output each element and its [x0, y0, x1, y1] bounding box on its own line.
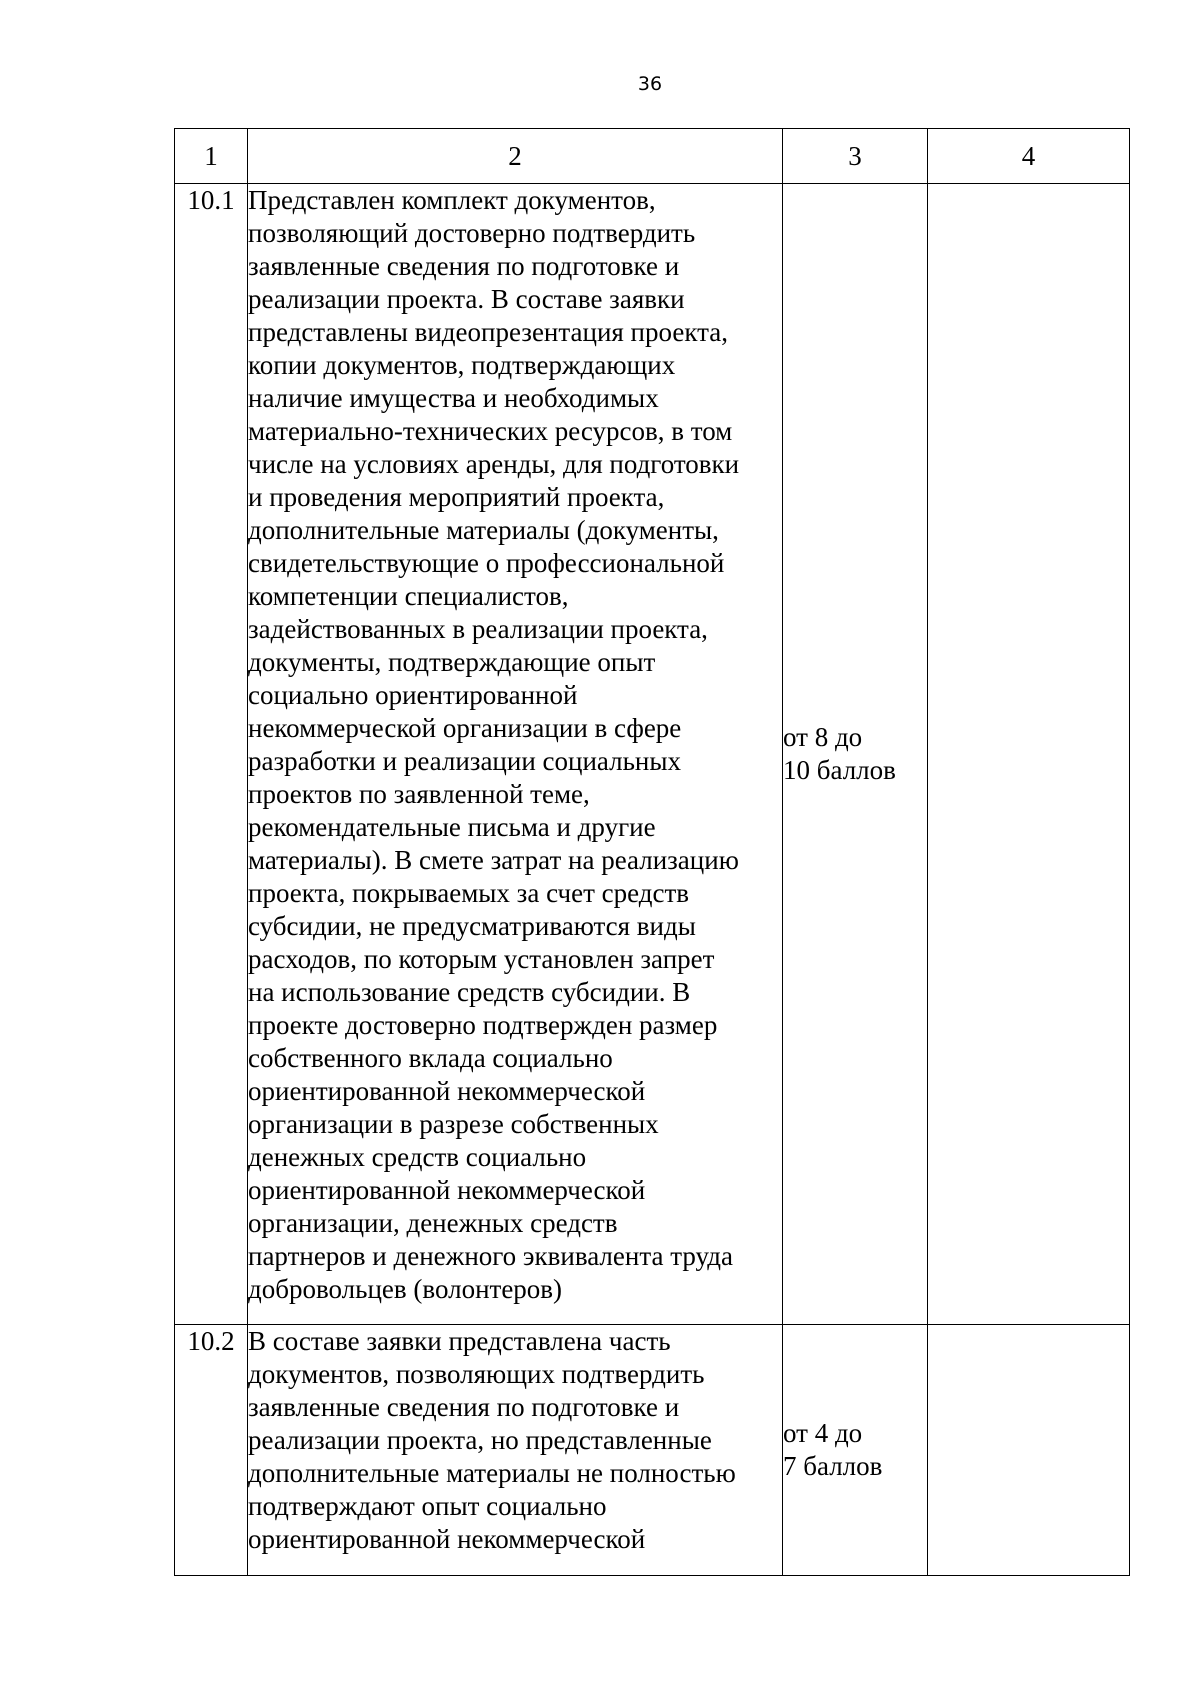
text-line: проектов по заявленной теме,	[248, 779, 590, 809]
text-line: расходов, по которым установлен запрет	[248, 944, 715, 974]
text-line: 7 баллов	[783, 1451, 883, 1481]
text-line: материалы). В смете затрат на реализацию	[248, 845, 739, 875]
column-header-2: 2	[248, 129, 783, 184]
text-line: документы, подтверждающие опыт	[248, 647, 656, 677]
text-line: от 8 до	[783, 722, 863, 752]
score-range	[783, 1325, 928, 1576]
text-line: заявленные сведения по подготовке и	[248, 1392, 680, 1422]
text-line: реализации проекта, но представленные	[248, 1425, 712, 1455]
text-line: проекте достоверно подтвержден размер	[248, 1010, 718, 1040]
text-line: В составе заявки представлена часть	[248, 1326, 671, 1356]
text-line: ориентированной некоммерческой	[248, 1175, 646, 1205]
text-line: заявленные сведения по подготовке и	[248, 251, 680, 281]
text-line: на использование средств субсидии. В	[248, 977, 691, 1007]
text-line: ориентированной некоммерческой	[248, 1524, 646, 1554]
text-line: некоммерческой организации в сфере	[248, 713, 682, 743]
page-number: 36	[637, 73, 663, 95]
row-number: 10.2	[175, 1325, 248, 1576]
text-line: от 4 до	[783, 1418, 863, 1448]
text-line: денежных средств социально	[248, 1142, 587, 1172]
text-line: и проведения мероприятий проекта,	[248, 482, 665, 512]
criteria-table	[174, 128, 1130, 1576]
text-line: организации в разрезе собственных	[248, 1109, 659, 1139]
text-line: задействованных в реализации проекта,	[248, 614, 708, 644]
text-line: представлены видеопрезентация проекта,	[248, 317, 728, 347]
empty-column-4-cell	[928, 1325, 1130, 1576]
text-line: дополнительные материалы (документы,	[248, 515, 719, 545]
text-line: позволяющий достоверно подтвердить	[248, 218, 696, 248]
text-line: разработки и реализации социальных	[248, 746, 682, 776]
text-line: Представлен комплект документов,	[248, 185, 656, 215]
text-line: организации, денежных средств	[248, 1208, 618, 1238]
text-line: копии документов, подтверждающих	[248, 350, 676, 380]
text-line: числе на условиях аренды, для подготовки	[248, 449, 740, 479]
text-line: партнеров и денежного эквивалента труда	[248, 1241, 733, 1271]
text-line: дополнительные материалы не полностью	[248, 1458, 736, 1488]
text-line: подтверждают опыт социально	[248, 1491, 607, 1521]
text-line: собственного вклада социально	[248, 1043, 613, 1073]
text-line: 10 баллов	[783, 755, 896, 785]
text-line: ориентированной некоммерческой	[248, 1076, 646, 1106]
text-line: свидетельствующие о профессиональной	[248, 548, 725, 578]
text-line: материально-технических ресурсов, в том	[248, 416, 733, 446]
text-line: субсидии, не предусматриваются виды	[248, 911, 696, 941]
text-line: реализации проекта. В составе заявки	[248, 284, 685, 314]
text-line: проекта, покрываемых за счет средств	[248, 878, 690, 908]
column-header-4: 4	[928, 129, 1130, 184]
text-line: рекомендательные письма и другие	[248, 812, 656, 842]
table-row	[175, 184, 1130, 1325]
empty-column-4-cell	[928, 184, 1130, 1325]
row-number: 10.1	[175, 184, 248, 1325]
text-line: документов, позволяющих подтвердить	[248, 1359, 705, 1389]
column-header-3: 3	[783, 129, 928, 184]
text-line: социально ориентированной	[248, 680, 578, 710]
score-range	[783, 184, 928, 1325]
table-row	[175, 1325, 1130, 1576]
criterion-description	[248, 1325, 783, 1576]
text-line: добровольцев (волонтеров)	[248, 1274, 563, 1304]
text-line: компетенции специалистов,	[248, 581, 569, 611]
column-header-1: 1	[175, 129, 248, 184]
table-header-row	[175, 129, 1130, 184]
text-line: наличие имущества и необходимых	[248, 383, 659, 413]
criterion-description	[248, 184, 783, 1325]
